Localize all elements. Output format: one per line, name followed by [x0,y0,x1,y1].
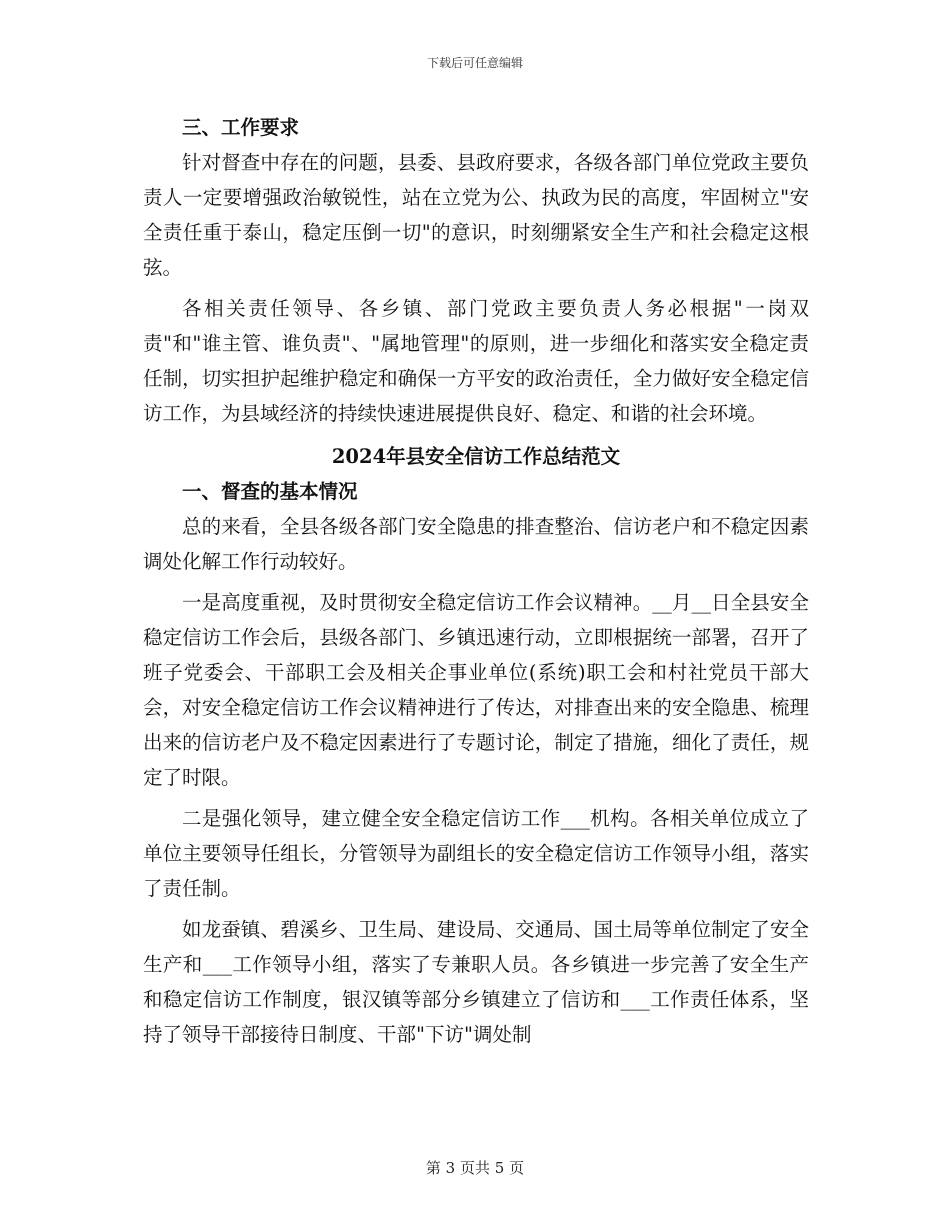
section-heading-inspection-overview: 一、督查的基本情况 [182,480,358,503]
article-title: 2024年县安全信访工作总结范文 [331,445,621,468]
paragraph: 针对督查中存在的问题，县委、县政府要求，各级各部门单位党政主要负责人一定要增强政治敏锐性，站在立党为公、执政为民的高度，牢固树立"安全责任重于泰山，稳定压倒一切"的意识，时刻绷紧安全生产和社会稳定这根弦。 [143,151,809,279]
paragraph: 如龙蚕镇、碧溪乡、卫生局、建设局、交通局、国土局等单位制定了安全生产和___工作领导小组，落实了专兼职人员。各乡镇进一步完善了安全生产和稳定信访工作制度，银汉镇等部分乡镇建立了信访和___工作责任体系，坚持了领导干部接待日制度、干部"下访"调处制 [143,918,809,1046]
document-body [143,110,809,1052]
paragraph: 各相关责任领导、各乡镇、部门党政主要负责人务必根据"一岗双责"和"谁主管、谁负责"、"属地管理"的原则，进一步细化和落实安全稳定责任制，切实担护起维护稳定和确保一方平安的政治责任，全力做好安全稳定信访工作，为县域经济的持续快速进展提供良好、稳定、和谐的社会环境。 [143,297,809,425]
page-header-note: 下载后可任意编辑 [426,56,523,70]
paragraph: 二是强化领导，建立健全安全稳定信访工作___机构。各相关单位成立了单位主要领导任组长，分管领导为副组长的安全稳定信访工作领导小组，落实了责任制。 [143,807,809,900]
paragraph: 总的来看，全县各级各部门安全隐患的排查整治、信访老户和不稳定因素调处化解工作行动较好。 [143,515,809,573]
page-number-footer: 第 3 页共 5 页 [425,1159,525,1177]
section-heading-work-requirements: 三、工作要求 [182,116,300,139]
paragraph: 一是高度重视，及时贯彻安全稳定信访工作会议精神。__月__日全县安全稳定信访工作会后，县级各部门、乡镇迅速行动，立即根据统一部署，召开了班子党委会、干部职工会及相关企事业单位(系统)职工会和村社党员干部大会，对安全稳定信访工作会议精神进行了传达，对排查出来的安全隐患、梳理出来的信访老户及不稳定因素进行了专题讨论，制定了措施，细化了责任，规定了时限。 [143,591,809,789]
